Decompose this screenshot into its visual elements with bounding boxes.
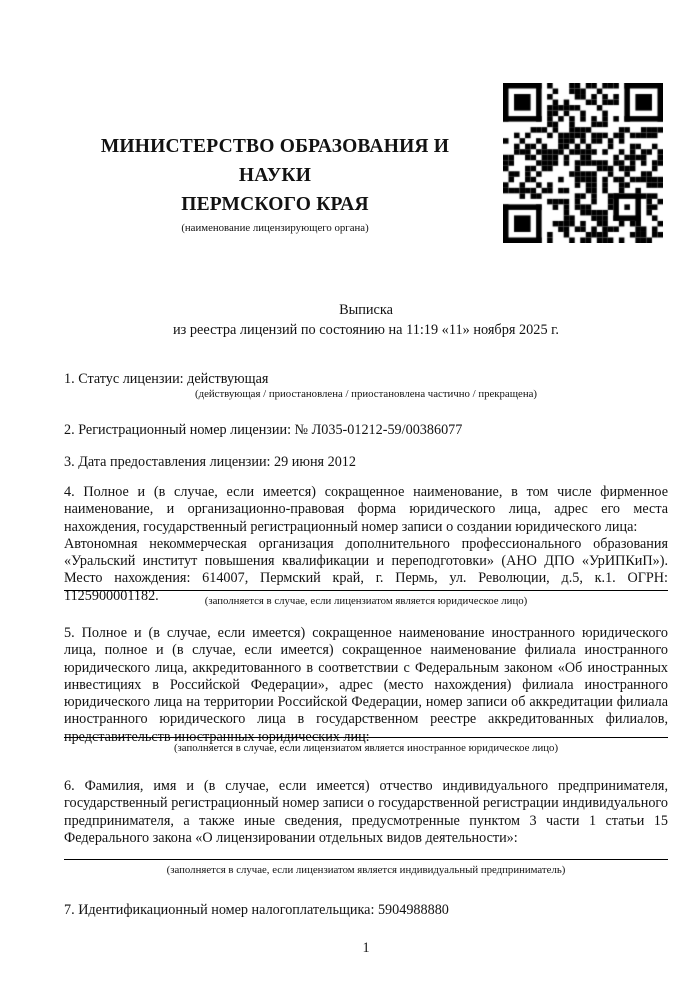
item-6-individual-entrepreneur (64, 778, 668, 847)
item-5-foreign-entity (64, 625, 668, 746)
licensing-authority-name-line2: ПЕРМСКОГО КРАЯ (181, 194, 369, 215)
item-6-label: 6. Фамилия, имя и (в случае, если имеется) отчество индивидуального предпринимателя, государственный регистрационный номер записи о государственной регистрации индивидуального предпринимателя, а также иные сведения, предусмотренные пунктом 3 части 1 статьи 15 Федерального закона «О лицензировании отдельных видов деятельности»: (64, 778, 668, 846)
document-title-line1: Выписка (339, 302, 393, 318)
item-4-legal-entity (64, 484, 668, 605)
item-4-fill-caption: (заполняется в случае, если лицензиатом является юридическое лицо) (204, 595, 528, 607)
item-7-taxpayer-id: 7. Идентификационный номер налогоплательщика: 5904988880 (64, 902, 449, 918)
item-5-label: 5. Полное и (в случае, если имеется) сокращенное наименование иностранного юридического лица, полное и (в случае, если имеется) сокращенное наименование филиала иностранного юридического лица, аккредитованного в соответствии с Федеральным законом «Об иностранных инвестициях в Российской Федерации», адрес (место нахождения) филиала иностранного юридического лица на территории Российской Федерации, номер записи об аккредитации филиала иностранного юридического лица в государственном реестре аккредитованных филиалов, представительств иностранных юридических лиц: (64, 625, 668, 745)
divider-after-item-5 (64, 737, 668, 738)
qr-code-icon (503, 83, 663, 243)
document-title-line2: из реестра лицензий по состоянию на 11:19 «11» ноября 2025 г. (173, 321, 559, 338)
item-6-fill-caption: (заполняется в случае, если лицензиатом является индивидуальный предприниматель) (166, 864, 566, 876)
item-5-fill-caption: (заполняется в случае, если лицензиатом является иностранное юридическое лицо) (173, 742, 559, 754)
page-number: 1 (362, 940, 370, 956)
licensing-authority-name-line1: МИНИСТЕРСТВО ОБРАЗОВАНИЯ И НАУКИ (100, 136, 450, 186)
divider-after-item-6 (64, 859, 668, 860)
document-title (64, 301, 668, 340)
item-1-status-options-caption: (действующая / приостановлена / приостановлена частично / прекращена) (195, 388, 537, 400)
item-4-value: Автономная некоммерческая организация дополнительного профессионального образования «Уральский институт повышения квалификации и переподготовки» (АНО ДПО «УрИПКиП»). Место нахождения: 614007, Пермский край, г. Пермь, ул. Революции, д.5, к.1. ОГРН: 1125900001182. (64, 535, 668, 604)
item-1-license-status: 1. Статус лицензии: действующая (64, 371, 269, 387)
divider-after-item-4 (64, 590, 668, 591)
licensing-authority-header (64, 132, 486, 235)
item-2-registration-number: 2. Регистрационный номер лицензии: № Л035-01212-59/00386077 (64, 422, 463, 438)
licensing-authority-caption: (наименование лицензирующего органа) (181, 222, 369, 234)
item-4-label: 4. Полное и (в случае, если имеется) сокращенное наименование, в том числе фирменное наименование, и организационно-правовая форма юридического лица, адрес его места нахождения, государственный регистрационный номер записи о создании юридического лица: (64, 484, 668, 535)
item-3-license-grant-date: 3. Дата предоставления лицензии: 29 июня 2012 (64, 454, 356, 470)
